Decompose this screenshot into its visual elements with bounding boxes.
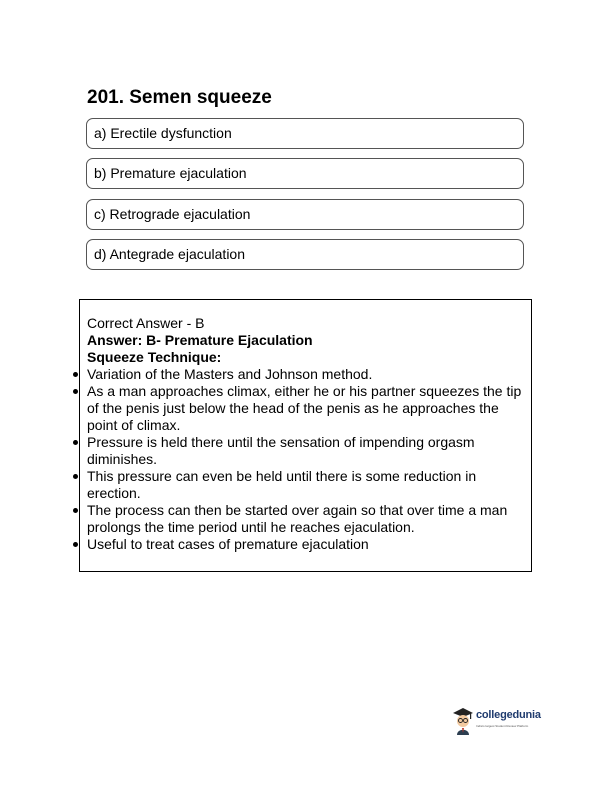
brand-name: collegedunia [476,709,541,721]
option-d[interactable]: d) Antegrade ejaculation [86,239,524,270]
collegedunia-logo [452,706,552,740]
list-item: This pressure can even be held until there is some reduction in erection. [87,468,527,502]
technique-heading: Squeeze Technique: [87,349,222,365]
explanation-list [87,366,527,553]
list-item: Useful to treat cases of premature ejaculation [87,536,527,553]
correct-answer-line: Correct Answer - B [87,315,205,331]
list-item: The process can then be started over again so that over time a man prolongs the time period until he reaches ejaculation. [87,502,527,536]
graduate-mascot-icon [452,706,474,736]
question-title: 201. Semen squeeze [87,87,272,108]
answer-explanation-box [79,299,532,572]
list-item: Pressure is held there until the sensation of impending orgasm diminishes. [87,434,527,468]
option-c[interactable]: c) Retrograde ejaculation [86,199,524,230]
brand-tagline: India's largest Student Review Platform [476,724,529,728]
list-item: As a man approaches climax, either he or his partner squeezes the tip of the penis just below the head of the penis as he approaches the point of climax. [87,383,527,434]
option-b[interactable]: b) Premature ejaculation [86,158,524,189]
option-a[interactable]: a) Erectile dysfunction [86,118,524,149]
list-item: Variation of the Masters and Johnson method. [87,366,527,383]
answer-line: Answer: B- Premature Ejaculation [87,332,313,348]
